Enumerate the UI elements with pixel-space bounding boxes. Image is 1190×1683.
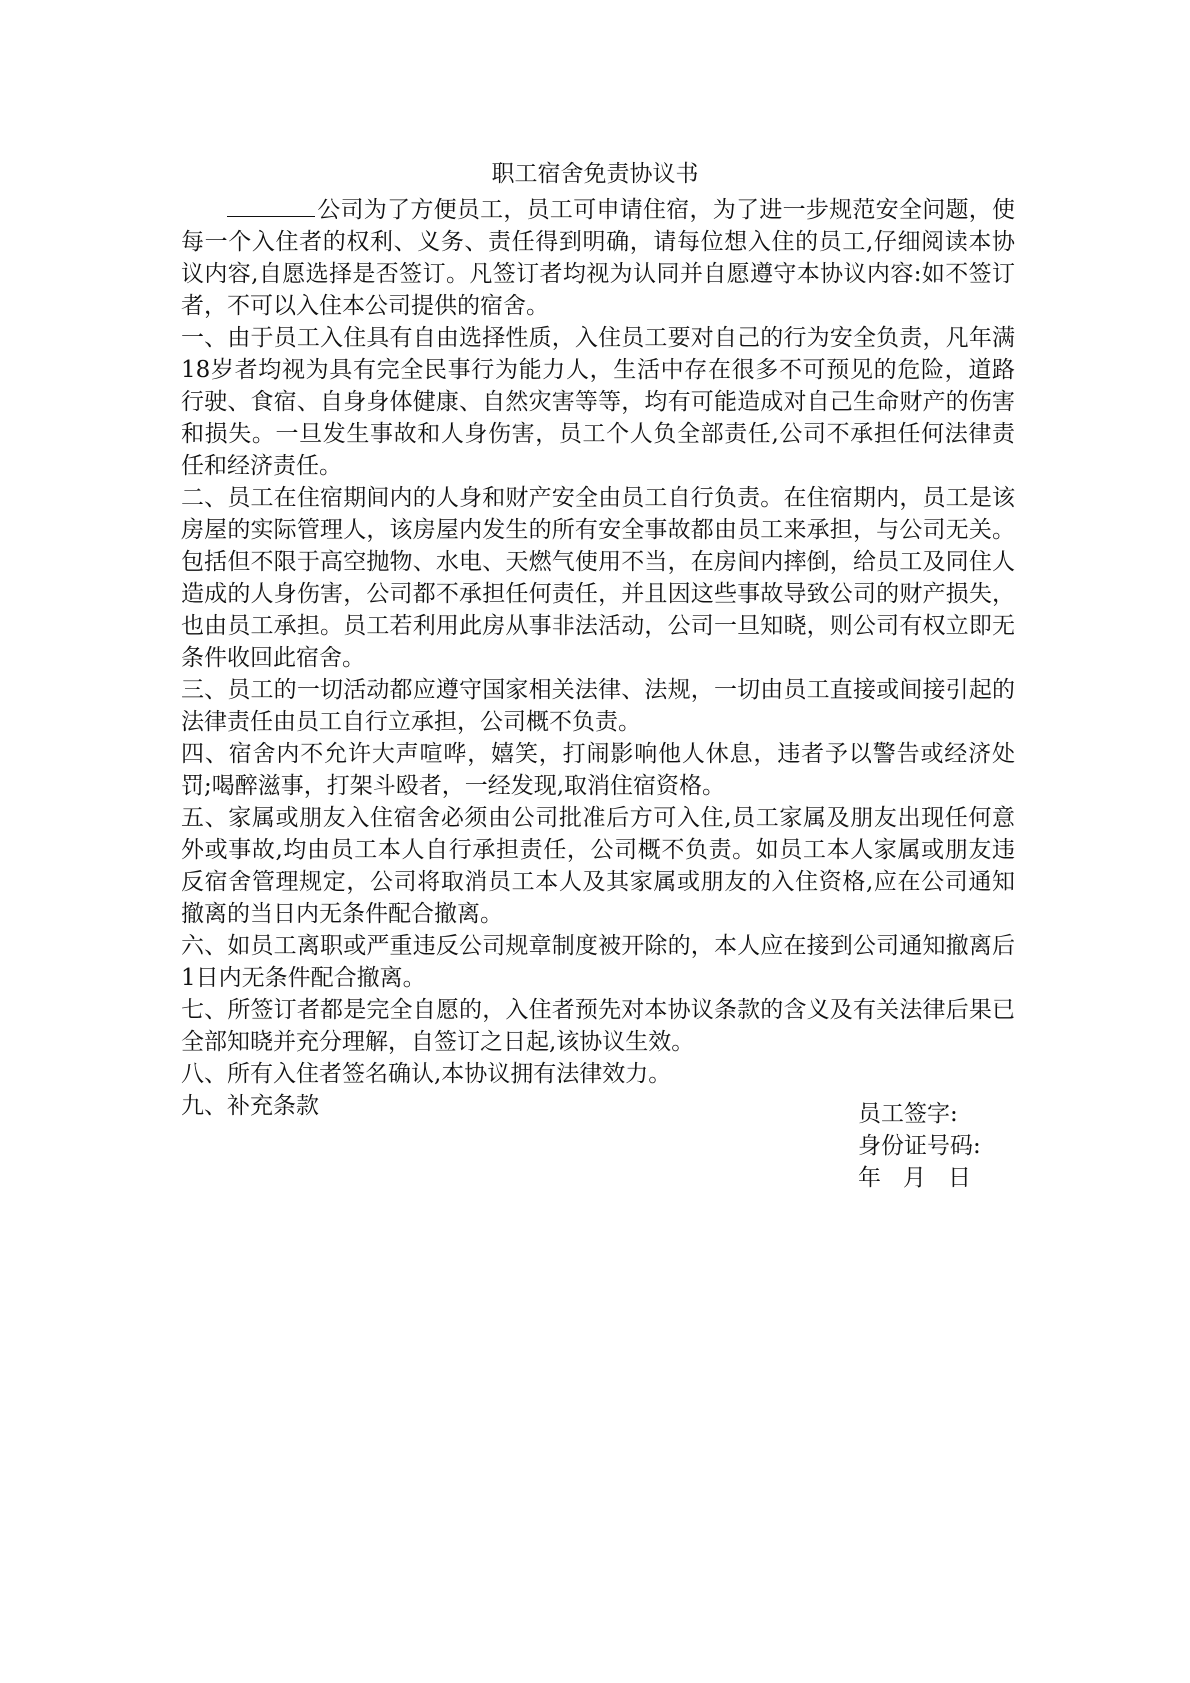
date-day-label: 日	[948, 1165, 971, 1191]
clause-9: 九、补充条款	[181, 1093, 319, 1119]
clause-6: 六、如员工离职或严重违反公司规章制度被开除的，本人应在接到公司通知撤离后 1日内无条件配合撤离。	[181, 933, 1015, 991]
company-name-blank	[227, 190, 315, 217]
clause-4: 四、宿舍内不允许大声喧哗，嬉笑，打闹影响他人休息，违者予以警告或经济处罚;喝醉滋事，打架斗殴者，一经发现,取消住宿资格。	[181, 741, 1015, 799]
date-month-label: 月	[903, 1165, 926, 1191]
clause-2: 二、员工在住宿期间内的人身和财产安全由员工自行负责。在住宿期内，员工是该房屋的实际管理人，该房屋内发生的所有安全事故都由员工来承担，与公司无关。包括但不限于高空抛物、水电、天燃气使用不当，在房间内摔倒，给员工及同住人造成的人身伤害，公司都不承担任何责任，并且因这些事故导致公司的财产损失，也由员工承担。员工若利用此房从事非法活动，公司一旦知晓，则公司有权立即无条件收回此宿舍。	[181, 485, 1015, 671]
employee-signature-label: 员工签字:	[858, 1101, 958, 1127]
intro-text: 公司为了方便员工，员工可申请住宿，为了进一步规范安全问题，使每一个入住者的权利、义务、责任得到明确，请每位想入住的员工,仔细阅读本协议内容,自愿选择是否签订。凡签订者均视为认同并自愿遵守本协议内容:如不签订者，不可以入住本公司提供的宿舍。	[181, 197, 1015, 319]
clause-7: 七、所签订者都是完全自愿的，入住者预先对本协议条款的含义及有关法律后果已全部知晓并充分理解，自签订之日起,该协议生效。	[181, 997, 1015, 1055]
page-title: 职工宿舍免责协议书	[491, 161, 699, 187]
intro-paragraph	[181, 190, 1015, 322]
clause-1: 一、由于员工入住具有自由选择性质，入住员工要对自己的行为安全负责，凡年满 18岁者均视为具有完全民事行为能力人，生活中存在很多不可预见的危险，道路行驶、食宿、自身身体健康、自然灾害等等，均有可能造成对自己生命财产的伤害和损失。一旦发生事故和人身伤害，员工个人负全部责任,公司不承担任何法律责任和经济责任。	[181, 325, 1015, 479]
clause-3: 三、员工的一切活动都应遵守国家相关法律、法规，一切由员工直接或间接引起的法律责任由员工自行立承担，公司概不负责。	[181, 677, 1015, 735]
clause-8: 八、所有入住者签名确认,本协议拥有法律效力。	[181, 1061, 672, 1087]
id-number-label: 身份证号码:	[858, 1133, 981, 1159]
date-line	[858, 1162, 981, 1194]
agreement-body	[181, 190, 1015, 1122]
clause-5: 五、家属或朋友入住宿舍必须由公司批准后方可入住,员工家属及朋友出现任何意外或事故,均由员工本人自行承担责任，公司概不负责。如员工本人家属或朋友违反宿舍管理规定，公司将取消员工本人及其家属或朋友的入住资格,应在公司通知撤离的当日内无条件配合撤离。	[181, 805, 1015, 927]
signature-block	[858, 1098, 981, 1194]
date-year-label: 年	[858, 1165, 881, 1191]
